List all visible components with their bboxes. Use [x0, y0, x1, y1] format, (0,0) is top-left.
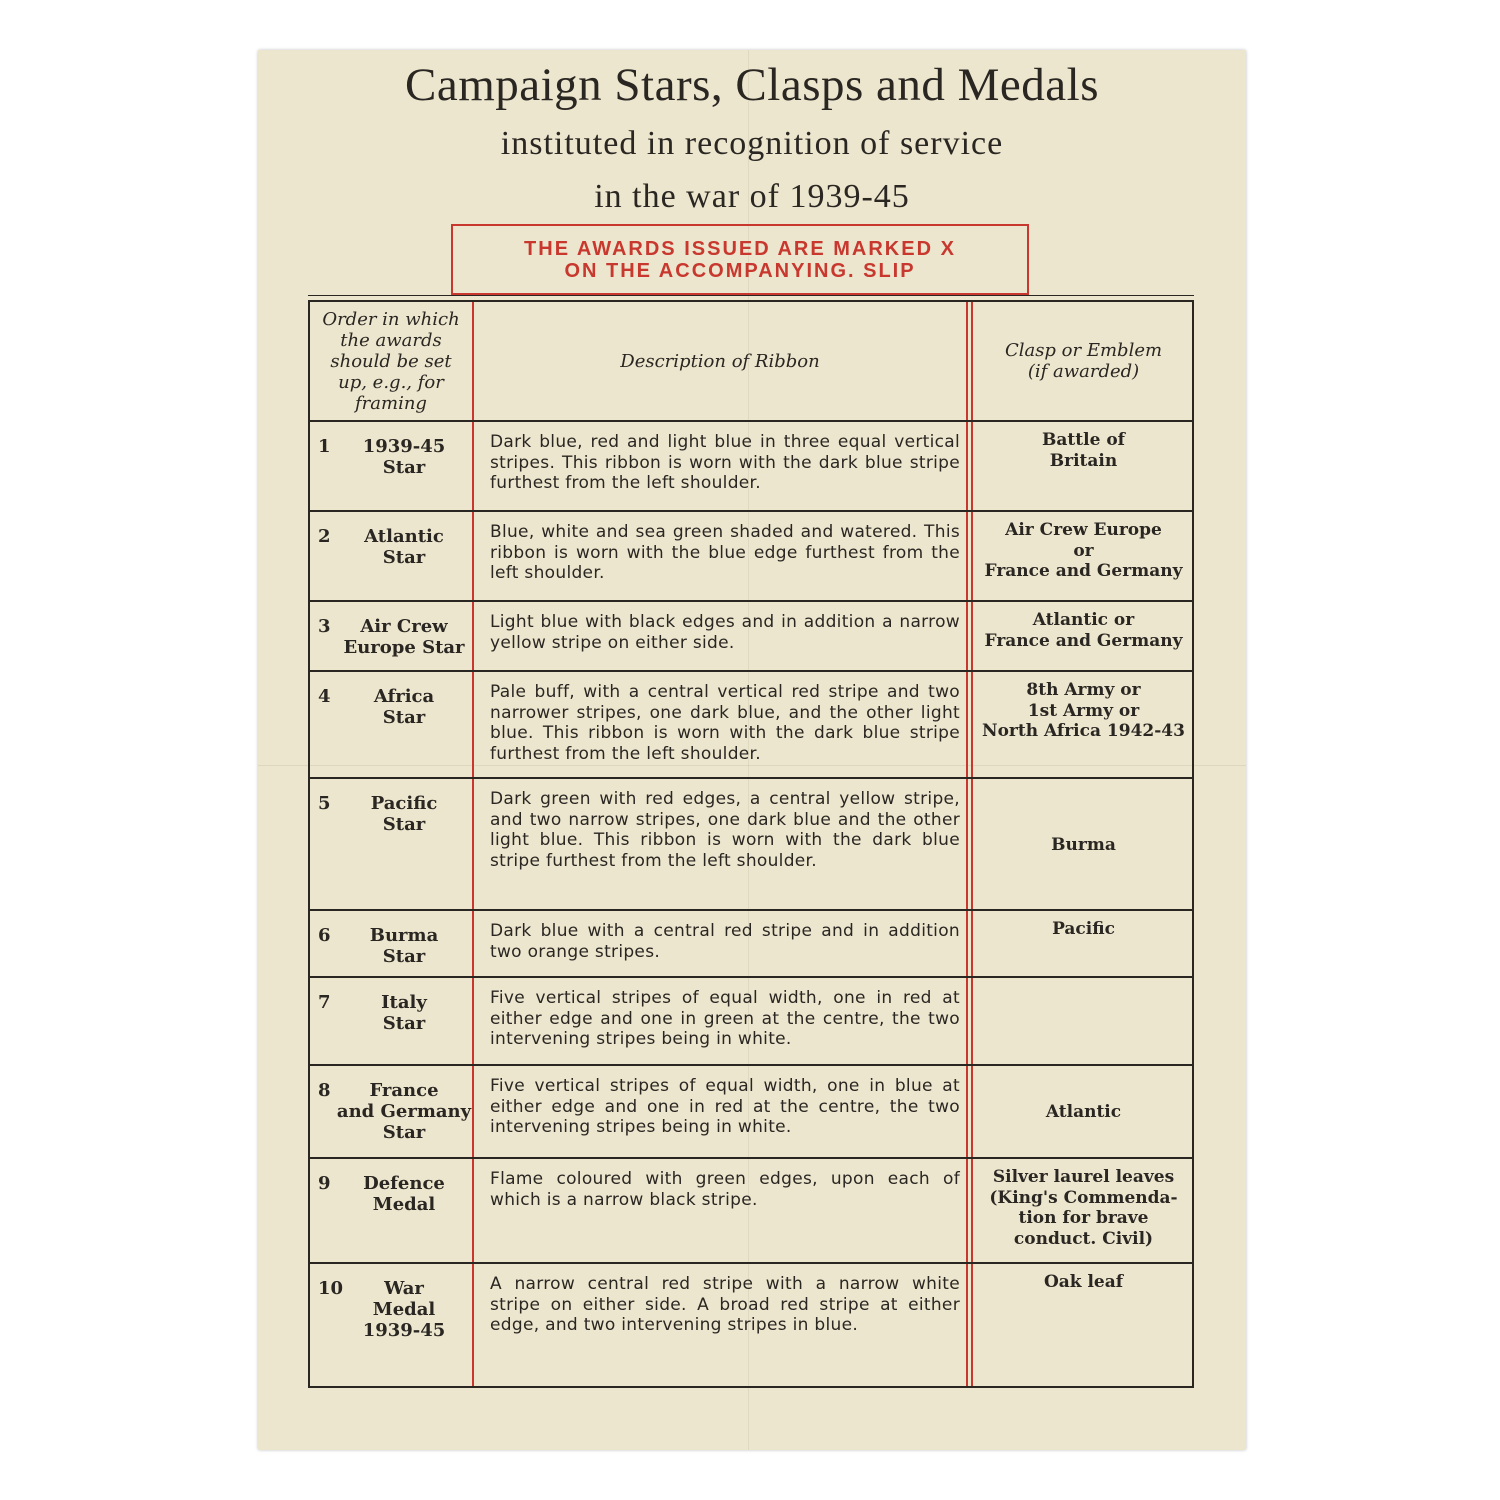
header-order: Order in which the awards should be set up, e.g., for framing — [322, 308, 460, 414]
award-number: 2 — [318, 526, 331, 547]
award-number: 7 — [318, 992, 331, 1013]
clasp-emblem: Atlantic — [1045, 1102, 1122, 1123]
ribbon-description: Five vertical stripes of equal width, one in blue at either edge and one in red at the centre, the two intervening stripes being in white. — [490, 1076, 960, 1137]
award-name: Burma Star — [369, 925, 439, 967]
clasp-emblem: Air Crew Europe or France and Germany — [984, 520, 1183, 581]
award-cell — [310, 1066, 472, 1159]
award-number: 8 — [318, 1080, 331, 1101]
header-clasp: Clasp or Emblem (if awarded) — [1004, 340, 1163, 382]
award-number: 3 — [318, 616, 331, 637]
table-row — [310, 670, 1192, 779]
document-subtitle-line1: instituted in recognition of service — [500, 125, 1004, 162]
award-cell — [310, 1264, 472, 1388]
award-name: Pacific Star — [370, 793, 438, 835]
award-cell — [310, 672, 472, 779]
award-number: 6 — [318, 925, 331, 946]
award-number: 5 — [318, 793, 331, 814]
clasp-emblem: Burma — [1051, 834, 1116, 855]
ribbon-description: Flame coloured with green edges, upon each of which is a narrow black stripe. — [490, 1169, 960, 1210]
award-cell — [310, 779, 472, 911]
award-number: 10 — [318, 1278, 344, 1299]
table-row — [310, 909, 1192, 978]
clasp-emblem: Silver laurel leaves (King's Commenda- tion for brave conduct. Civil) — [989, 1167, 1178, 1249]
award-cell — [310, 422, 472, 512]
award-cell — [310, 1159, 472, 1264]
ribbon-description: Dark blue, red and light blue in three equal vertical stripes. This ribbon is worn with the dark blue stripe furthest from the left shoulder. — [490, 432, 960, 493]
notice-line1: THE AWARDS ISSUED ARE MARKED X — [524, 238, 956, 260]
clasp-emblem: Pacific — [1052, 919, 1115, 939]
clasp-emblem — [973, 978, 1194, 1066]
table-row — [310, 420, 1192, 512]
table-row — [310, 600, 1192, 672]
award-name: Africa Star — [373, 686, 435, 728]
awards-notice-box — [451, 224, 1029, 295]
award-number: 4 — [318, 686, 331, 707]
clasp-emblem: Atlantic or France and Germany — [984, 610, 1183, 651]
award-name: Italy Star — [381, 992, 427, 1034]
award-number: 9 — [318, 1173, 331, 1194]
header-description: Description of Ribbon — [620, 350, 820, 372]
clasp-emblem: Oak leaf — [1043, 1272, 1124, 1292]
award-cell — [310, 978, 472, 1066]
awards-table — [308, 300, 1194, 1388]
ribbon-description: Light blue with black edges and in addition a narrow yellow stripe on either side. — [490, 612, 960, 653]
award-cell — [310, 911, 472, 978]
award-name: Atlantic Star — [364, 526, 444, 568]
award-name: Air Crew Europe Star — [343, 616, 465, 658]
award-name: Defence Medal — [363, 1173, 445, 1215]
ribbon-description: Dark blue with a central red stripe and in addition two orange stripes. — [490, 921, 960, 962]
ribbon-description: Blue, white and sea green shaded and watered. This ribbon is worn with the blue edge furthest from the left shoulder. — [490, 522, 960, 583]
award-name: War Medal 1939-45 — [362, 1278, 446, 1341]
table-row — [310, 777, 1192, 911]
table-row — [310, 1262, 1192, 1388]
table-row — [310, 1064, 1192, 1159]
award-name: France and Germany Star — [336, 1080, 472, 1143]
clasp-emblem: Battle of Britain — [1042, 430, 1125, 471]
table-row — [310, 1157, 1192, 1264]
award-cell — [310, 512, 472, 602]
table-header-row — [310, 302, 1192, 420]
document-title: Campaign Stars, Clasps and Medals — [404, 59, 1099, 111]
ribbon-description: Five vertical stripes of equal width, one in red at either edge and one in green at the centre, the two intervening stripes being in white. — [490, 988, 960, 1049]
award-name: 1939-45 Star — [362, 436, 446, 478]
award-number: 1 — [318, 436, 331, 457]
table-row — [310, 976, 1192, 1066]
table-row — [310, 510, 1192, 602]
ribbon-description: A narrow central red stripe with a narrow white stripe on either side. A broad red stripe at either edge, and two intervening stripes in blue. — [490, 1274, 960, 1335]
notice-line2: ON THE ACCOMPANYING. SLIP — [564, 260, 916, 282]
ribbon-description: Pale buff, with a central vertical red stripe and two narrower stripes, one dark blue, and the other light blue. This ribbon is worn with the dark blue stripe furthest from the left shoulder. — [490, 682, 960, 764]
document-subtitle-line2: in the war of 1939-45 — [594, 178, 910, 215]
ribbon-description: Dark green with red edges, a central yellow stripe, and two narrow stripes, one dark blue and the other light blue. This ribbon is worn with the dark blue stripe furthest from the left shoulder. — [490, 789, 960, 871]
award-cell — [310, 602, 472, 672]
clasp-emblem: 8th Army or 1st Army or North Africa 1942-43 — [982, 680, 1185, 741]
document-sheet — [258, 50, 1246, 1450]
